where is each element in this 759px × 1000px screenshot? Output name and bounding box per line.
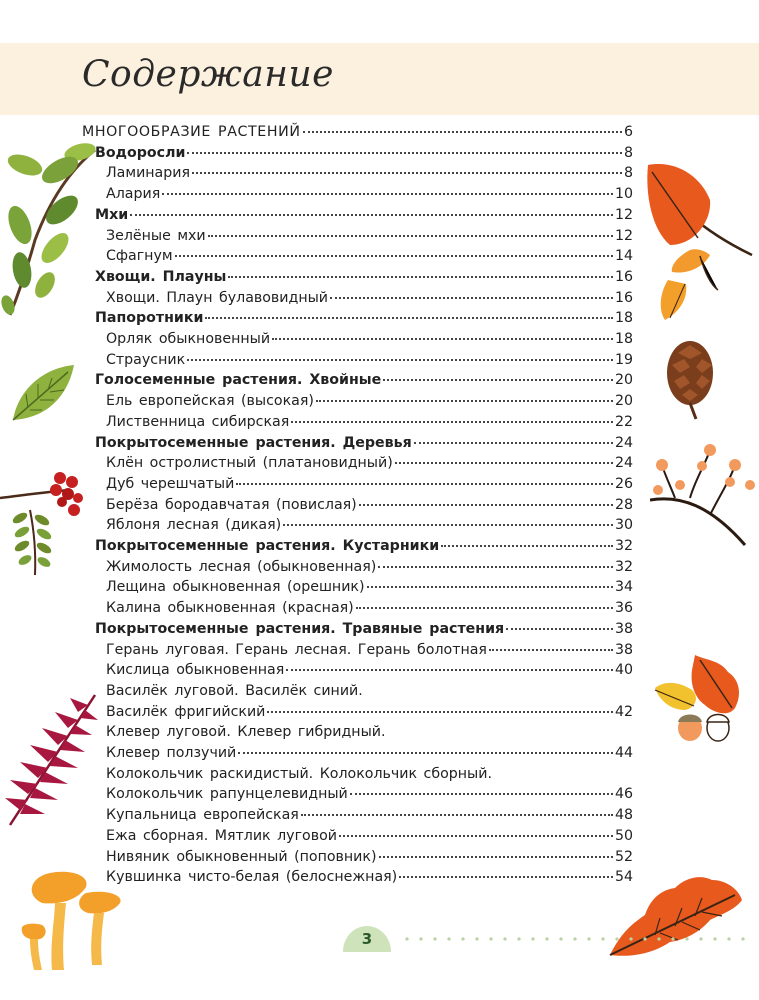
- toc-entry-title: Ламинария: [106, 165, 191, 182]
- toc-entry-title: Водоросли: [95, 144, 186, 161]
- toc-entry-title: Берёза бородавчатая (повислая): [106, 496, 357, 513]
- toc-entry-title: Колокольчик рапунцелевидный: [106, 786, 348, 803]
- green-leaves-branch-icon: [0, 130, 100, 320]
- toc-entry-page: 14: [614, 248, 633, 265]
- toc-entry-title: Кувшинка чисто-белая (белоснежная): [106, 869, 398, 886]
- rowan-berries-icon: [0, 470, 95, 580]
- toc-dot-leader: [238, 752, 613, 754]
- pine-cone-icon: [660, 335, 720, 420]
- toc-dot-leader: [228, 276, 613, 278]
- toc-dot-leader: [187, 359, 613, 361]
- toc-entry-page: 52: [614, 848, 633, 865]
- toc-dot-leader: [267, 711, 613, 713]
- toc-dot-leader: [291, 421, 613, 423]
- toc-entry-page: 40: [614, 662, 633, 679]
- toc-entry-page: 22: [614, 413, 633, 430]
- toc-entry[interactable]: [106, 350, 633, 371]
- toc-entry-title: Мхи: [95, 206, 129, 223]
- toc-entry-page: 18: [614, 331, 633, 347]
- toc-entry[interactable]: [106, 660, 633, 681]
- toc-entry[interactable]: [95, 433, 633, 454]
- toc-entry-page: 19: [614, 351, 633, 368]
- toc-entry[interactable]: [106, 246, 633, 267]
- toc-dot-leader: [205, 317, 613, 319]
- footer-dot-line: [400, 937, 755, 941]
- toc-entry-page: 38: [614, 620, 633, 637]
- toc-entry-title: Василёк фригийский: [106, 703, 266, 720]
- toc-entry-page: 12: [614, 227, 633, 244]
- toc-dot-leader: [339, 835, 613, 837]
- toc-entry[interactable]: [106, 163, 633, 184]
- toc-entry-title: Жимолость лесная (обыкновенная): [106, 558, 377, 575]
- toc-entry-title: Клевер луговой. Клевер гибридный.: [106, 724, 386, 741]
- toc-entry-title: Купальница европейская: [106, 807, 299, 824]
- toc-entry-title: Хвощи. Плауны: [95, 268, 227, 285]
- toc-dot-leader: [378, 566, 613, 568]
- toc-entry-title: Колокольчик раскидистый. Колокольчик сборный.: [106, 765, 492, 782]
- toc-entry-page: 42: [614, 703, 633, 720]
- toc-entry-title: Голосеменные растения. Хвойные: [95, 372, 382, 389]
- toc-entry[interactable]: [106, 847, 633, 868]
- toc-dot-leader: [399, 876, 613, 878]
- toc-entry-page: 44: [614, 745, 633, 761]
- toc-entry[interactable]: [82, 122, 633, 143]
- toc-entry[interactable]: [95, 536, 633, 557]
- toc-entry[interactable]: [106, 329, 633, 350]
- toc-entry-page: 28: [614, 496, 633, 513]
- toc-entry-page: 38: [614, 641, 633, 658]
- green-leaf-icon: [8, 360, 78, 430]
- orange-oak-leaf-icon: [600, 870, 750, 965]
- orange-berries-branch-icon: [650, 440, 755, 550]
- toc-entry-title: Яблоня лесная (дикая): [106, 517, 282, 534]
- toc-dot-leader: [489, 649, 613, 651]
- toc-entry[interactable]: [106, 453, 633, 474]
- page-number: 3: [361, 930, 373, 948]
- toc-entry[interactable]: [106, 722, 633, 743]
- toc-dot-leader: [441, 545, 613, 547]
- toc-entry-page: 16: [614, 268, 633, 285]
- toc-entry[interactable]: [106, 515, 633, 536]
- toc-entry[interactable]: [95, 143, 633, 164]
- toc-entry-page: 24: [614, 434, 633, 451]
- toc-entry-title: Нивяник обыкновенный (поповник): [106, 848, 377, 865]
- toc-entry[interactable]: [106, 495, 633, 516]
- toc-entry-title: Орляк обыкновенный: [106, 331, 271, 347]
- toc-entry-page: 26: [614, 475, 633, 492]
- toc-dot-leader: [286, 669, 613, 671]
- toc-entry[interactable]: [106, 288, 633, 309]
- toc-entry-page: 8: [623, 165, 633, 182]
- toc-entry[interactable]: [95, 308, 633, 329]
- toc-entry-page: 32: [614, 558, 633, 575]
- toc-entry[interactable]: [95, 370, 633, 391]
- chanterelle-mushrooms-icon: [20, 865, 130, 975]
- toc-entry[interactable]: [106, 577, 633, 598]
- toc-dot-leader: [192, 172, 622, 174]
- toc-entry-title: Дуб черешчатый: [106, 475, 235, 492]
- toc-entry-title: Зелёные мхи: [106, 227, 206, 244]
- toc-entry-page: 46: [614, 786, 633, 803]
- toc-entry-page: 10: [614, 186, 633, 203]
- toc-entry-title: Страусник: [106, 351, 186, 368]
- toc-entry-page: 48: [614, 807, 633, 824]
- toc-dot-leader: [350, 793, 613, 795]
- toc-entry-title: Герань луговая. Герань лесная. Герань болотная: [106, 641, 487, 658]
- toc-entry-title: Алария: [106, 186, 161, 203]
- toc-dot-leader: [208, 235, 613, 237]
- toc-dot-leader: [367, 586, 613, 588]
- toc-entry-page: 32: [614, 538, 633, 554]
- toc-entry-title: Клевер ползучий: [106, 745, 237, 761]
- toc-entry-page: 20: [614, 393, 633, 410]
- orange-leaves-branch-icon: [640, 160, 759, 330]
- toc-entry-title: Клён остролистный (платановидный): [106, 455, 393, 472]
- toc-entry-title: Василёк луговой. Василёк синий.: [106, 682, 363, 699]
- toc-entry-title: Покрытосеменные растения. Травяные растения: [95, 620, 505, 637]
- toc-entry-page: 12: [614, 206, 633, 223]
- toc-dot-leader: [506, 628, 613, 630]
- toc-entry-page: 34: [614, 579, 633, 596]
- toc-entry-title: Ель европейская (высокая): [106, 393, 314, 410]
- toc-dot-leader: [303, 131, 622, 133]
- toc-entry[interactable]: [106, 184, 633, 205]
- toc-entry-title: МНОГООБРАЗИЕ РАСТЕНИЙ: [82, 124, 301, 140]
- toc-entry-title: Папоротники: [95, 310, 204, 327]
- toc-entry[interactable]: [106, 640, 633, 661]
- toc-entry-title: Покрытосеменные растения. Деревья: [95, 434, 412, 451]
- toc-dot-leader: [283, 524, 613, 526]
- red-fern-leaf-icon: [0, 690, 100, 830]
- toc-entry-page: 54: [614, 869, 633, 886]
- toc-entry-title: Покрытосеменные растения. Кустарники: [95, 538, 440, 554]
- toc-entry-page: 8: [623, 144, 633, 161]
- toc-entry[interactable]: [95, 267, 633, 288]
- toc-dot-leader: [383, 379, 613, 381]
- toc-entry-page: 16: [614, 289, 633, 306]
- toc-entry-page: 30: [614, 517, 633, 534]
- toc-entry[interactable]: [106, 764, 633, 785]
- toc-entry[interactable]: [106, 805, 633, 826]
- toc-entry-title: Лещина обыкновенная (орешник): [106, 579, 365, 596]
- toc-dot-leader: [379, 856, 613, 858]
- toc-entry-title: Хвощи. Плаун булавовидный: [106, 289, 329, 306]
- toc-dot-leader: [175, 255, 613, 257]
- toc-entry-page: 24: [614, 455, 633, 472]
- toc-entry-title: Калина обыкновенная (красная): [106, 600, 354, 617]
- toc-dot-leader: [316, 400, 613, 402]
- toc-entry[interactable]: [106, 226, 633, 247]
- oak-leaves-acorns-icon: [650, 650, 750, 750]
- toc-dot-leader: [272, 338, 613, 340]
- toc-entry[interactable]: [95, 619, 633, 640]
- toc-dot-leader: [330, 297, 613, 299]
- toc-dot-leader: [414, 442, 613, 444]
- toc-entry[interactable]: [106, 557, 633, 578]
- toc-entry[interactable]: [106, 474, 633, 495]
- toc-entry-page: 36: [614, 600, 633, 617]
- toc-dot-leader: [359, 504, 613, 506]
- toc-entry[interactable]: [106, 598, 633, 619]
- toc-entry-title: Сфагнум: [106, 248, 173, 265]
- toc-entry[interactable]: [106, 867, 633, 888]
- toc-entry-title: Лиственница сибирская: [106, 413, 290, 430]
- toc-dot-leader: [395, 462, 613, 464]
- toc-entry[interactable]: [106, 391, 633, 412]
- toc-dot-leader: [236, 483, 613, 485]
- toc-entry[interactable]: [106, 702, 633, 723]
- toc-entry[interactable]: [106, 681, 633, 702]
- page-title: Содержание: [82, 54, 334, 95]
- toc-entry[interactable]: [106, 743, 633, 764]
- toc-entry-title: Кислица обыкновенная: [106, 662, 285, 679]
- toc-entry-page: 6: [623, 124, 633, 140]
- toc-entry-title: Ежа сборная. Мятлик луговой: [106, 827, 337, 844]
- toc-entry-page: 50: [614, 827, 633, 844]
- toc-entry[interactable]: [106, 412, 633, 433]
- toc-dot-leader: [130, 214, 613, 216]
- toc-dot-leader: [356, 607, 613, 609]
- toc-entry-page: 20: [614, 372, 633, 389]
- toc-entry[interactable]: [106, 826, 633, 847]
- toc-dot-leader: [162, 193, 613, 195]
- toc-entry-page: 18: [614, 310, 633, 327]
- toc-entry[interactable]: [95, 205, 633, 226]
- toc-dot-leader: [301, 814, 613, 816]
- toc-dot-leader: [187, 152, 622, 154]
- toc-entry[interactable]: [106, 784, 633, 805]
